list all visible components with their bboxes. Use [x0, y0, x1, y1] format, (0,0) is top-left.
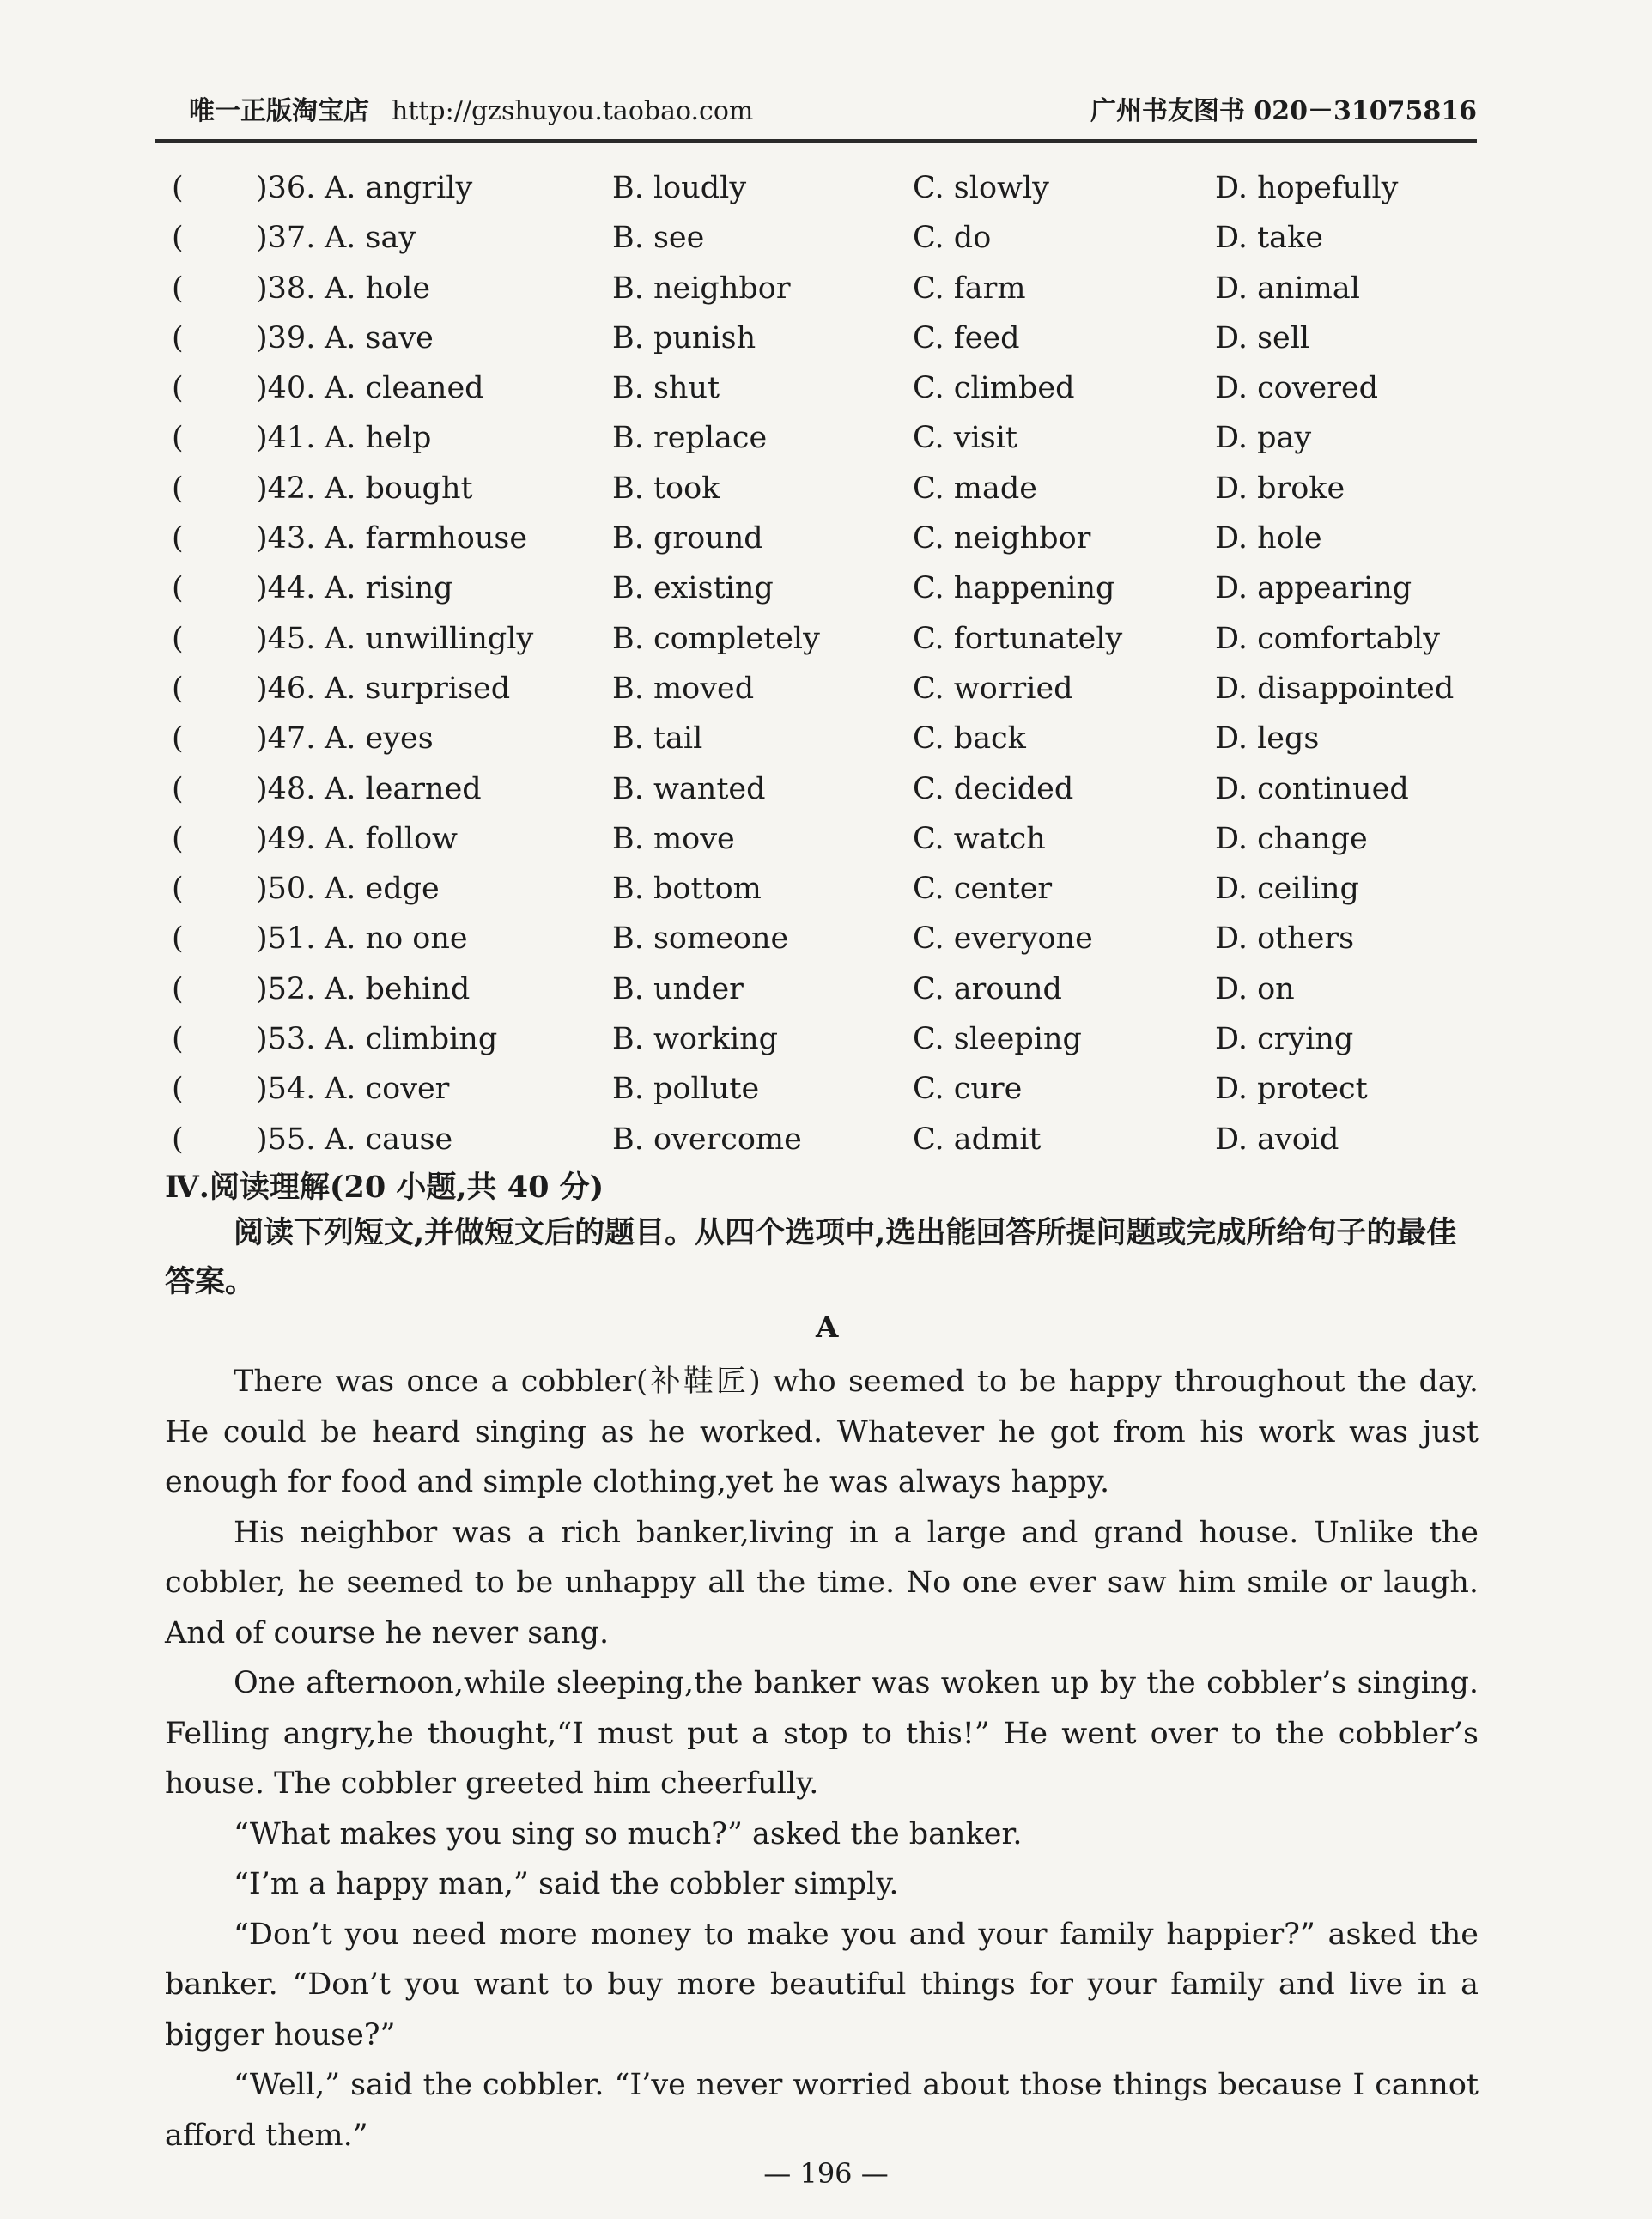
- question-number: )52.: [256, 971, 316, 1006]
- question-list: [167, 163, 1507, 1164]
- answer-paren: (: [172, 221, 184, 256]
- option-d: D. appearing: [1215, 571, 1412, 606]
- option-a: A. rising: [325, 571, 453, 606]
- header-left: [189, 89, 753, 127]
- option-a: A. unwillingly: [325, 621, 534, 656]
- option-b: B. completely: [612, 621, 820, 656]
- answer-paren: (: [172, 971, 184, 1006]
- option-c: C. sleeping: [913, 1022, 1082, 1057]
- option-a: A. bought: [325, 471, 473, 506]
- option-a: A. cause: [325, 1122, 453, 1157]
- option-c: C. climbed: [913, 371, 1075, 406]
- option-b: B. loudly: [612, 171, 747, 205]
- answer-paren: (: [172, 521, 184, 556]
- option-b: B. punish: [612, 320, 756, 356]
- option-a: A. save: [325, 320, 434, 356]
- answer-paren: (: [172, 1072, 184, 1107]
- question-row: [167, 464, 1507, 514]
- option-c: C. center: [913, 872, 1053, 907]
- option-c: C. admit: [913, 1122, 1042, 1157]
- option-b: B. ground: [612, 521, 763, 556]
- option-c: C. happening: [913, 571, 1115, 606]
- passage-paragraph: “Well,” said the cobbler. “I’ve never worried about those things because I cannot afford them.”: [165, 2068, 1479, 2153]
- question-number: )55.: [256, 1122, 316, 1157]
- answer-paren: (: [172, 471, 184, 506]
- question-number: )51.: [256, 921, 316, 957]
- question-number: )47.: [256, 721, 316, 757]
- answer-paren: (: [172, 921, 184, 957]
- option-c: C. made: [913, 471, 1037, 506]
- question-row: [167, 163, 1507, 213]
- answer-paren: (: [172, 1122, 184, 1157]
- option-a: A. learned: [325, 771, 482, 806]
- option-b: B. shut: [612, 371, 720, 406]
- option-d: D. take: [1215, 221, 1323, 256]
- page-number: — 196 —: [763, 2157, 889, 2190]
- passage-letter: A: [816, 1310, 839, 1345]
- option-b: B. existing: [612, 571, 774, 606]
- option-d: D. disappointed: [1215, 671, 1455, 706]
- option-d: D. hopefully: [1215, 171, 1399, 205]
- option-a: A. climbing: [325, 1022, 498, 1057]
- option-c: C. fortunately: [913, 621, 1123, 656]
- question-number: )50.: [256, 872, 316, 907]
- question-row: [167, 1014, 1507, 1064]
- option-c: C. slowly: [913, 171, 1049, 205]
- option-a: A. say: [325, 221, 416, 256]
- option-c: C. decided: [913, 771, 1074, 806]
- option-a: A. hole: [325, 271, 431, 306]
- question-row: [167, 964, 1507, 1014]
- section-title: Ⅳ.阅读理解(20 小题,共 40 分): [165, 1170, 604, 1205]
- question-number: )54.: [256, 1072, 316, 1107]
- option-c: C. do: [913, 221, 992, 256]
- option-a: A. edge: [325, 872, 440, 907]
- option-d: D. ceiling: [1215, 872, 1359, 907]
- option-d: D. on: [1215, 971, 1295, 1006]
- option-a: A. angrily: [325, 171, 473, 205]
- page-header: [155, 79, 1477, 143]
- answer-paren: (: [172, 371, 184, 406]
- answer-paren: (: [172, 271, 184, 306]
- question-row: [167, 363, 1507, 413]
- option-c: C. around: [913, 971, 1062, 1006]
- option-b: B. moved: [612, 671, 755, 706]
- answer-paren: (: [172, 821, 184, 856]
- option-c: C. farm: [913, 271, 1026, 306]
- option-c: C. feed: [913, 320, 1020, 356]
- passage-paragraph: His neighbor was a rich banker,living in a large and grand house. Unlike the cobbler, he seemed to be unhappy all the time. No one ever saw him smile or laugh. And of course he never sang.: [165, 1515, 1479, 1651]
- option-d: D. others: [1215, 921, 1355, 957]
- question-row: [167, 764, 1507, 814]
- option-d: D. legs: [1215, 721, 1320, 757]
- option-d: D. crying: [1215, 1022, 1354, 1057]
- shop-url: http://gzshuyou.taobao.com: [392, 96, 754, 126]
- answer-paren: (: [172, 621, 184, 656]
- question-row: [167, 213, 1507, 263]
- answer-paren: (: [172, 320, 184, 356]
- question-number: )48.: [256, 771, 316, 806]
- question-number: )41.: [256, 421, 316, 456]
- answer-paren: (: [172, 571, 184, 606]
- option-d: D. hole: [1215, 521, 1322, 556]
- passage-paragraph: One afternoon,while sleeping,the banker was woken up by the cobbler’s singing. Felling angry,he thought,“I must put a stop to this!” He went over to the cobbler’s house. The cobbler greeted him cheerfully.: [165, 1666, 1479, 1801]
- option-b: B. bottom: [612, 872, 762, 907]
- question-number: )37.: [256, 221, 316, 256]
- option-b: B. wanted: [612, 771, 766, 806]
- option-b: B. see: [612, 221, 705, 256]
- option-d: D. pay: [1215, 421, 1312, 456]
- question-number: )40.: [256, 371, 316, 406]
- option-d: D. continued: [1215, 771, 1409, 806]
- option-b: B. someone: [612, 921, 789, 957]
- option-d: D. covered: [1215, 371, 1379, 406]
- option-a: A. no one: [325, 921, 468, 957]
- answer-paren: (: [172, 171, 184, 205]
- option-a: A. surprised: [325, 671, 511, 706]
- option-c: C. worried: [913, 671, 1073, 706]
- section-instruction: 阅读下列短文,并做短文后的题目。从四个选项中,选出能回答所提问题或完成所给句子的最佳答案。: [165, 1215, 1457, 1299]
- question-row: [167, 264, 1507, 313]
- question-row: [167, 864, 1507, 914]
- answer-paren: (: [172, 671, 184, 706]
- question-row: [167, 714, 1507, 763]
- answer-paren: (: [172, 1022, 184, 1057]
- option-c: C. cure: [913, 1072, 1023, 1107]
- option-a: A. cleaned: [325, 371, 484, 406]
- option-d: D. comfortably: [1215, 621, 1440, 656]
- option-d: D. change: [1215, 821, 1368, 856]
- passage-paragraph: “What makes you sing so much?” asked the banker.: [234, 1816, 1023, 1851]
- option-d: D. protect: [1215, 1072, 1368, 1107]
- option-b: B. took: [612, 471, 720, 506]
- question-number: )46.: [256, 671, 316, 706]
- option-b: B. overcome: [612, 1122, 802, 1157]
- question-number: )53.: [256, 1022, 316, 1057]
- option-b: B. under: [612, 971, 744, 1006]
- option-b: B. working: [612, 1022, 779, 1057]
- question-row: [167, 563, 1507, 613]
- answer-paren: (: [172, 872, 184, 907]
- option-c: C. back: [913, 721, 1026, 757]
- question-row: [167, 1064, 1507, 1114]
- option-a: A. behind: [325, 971, 471, 1006]
- question-row: [167, 914, 1507, 964]
- answer-paren: (: [172, 421, 184, 456]
- option-b: B. replace: [612, 421, 768, 456]
- question-row: [167, 664, 1507, 714]
- question-row: [167, 313, 1507, 363]
- question-row: [167, 814, 1507, 864]
- question-row: [167, 614, 1507, 664]
- question-number: )44.: [256, 571, 316, 606]
- option-b: B. neighbor: [612, 271, 791, 306]
- option-d: D. sell: [1215, 320, 1310, 356]
- question-number: )49.: [256, 821, 316, 856]
- option-c: C. neighbor: [913, 521, 1091, 556]
- question-number: )45.: [256, 621, 316, 656]
- option-a: A. follow: [325, 821, 458, 856]
- option-a: A. eyes: [325, 721, 434, 757]
- option-c: C. watch: [913, 821, 1046, 856]
- answer-paren: (: [172, 771, 184, 806]
- option-a: A. cover: [325, 1072, 450, 1107]
- shop-name: 唯一正版淘宝店: [189, 96, 369, 126]
- option-d: D. broke: [1215, 471, 1345, 506]
- question-number: )39.: [256, 320, 316, 356]
- passage-paragraph: “I’m a happy man,” said the cobbler simply.: [234, 1867, 899, 1901]
- option-c: C. visit: [913, 421, 1017, 456]
- question-number: )43.: [256, 521, 316, 556]
- option-c: C. everyone: [913, 921, 1093, 957]
- question-number: )38.: [256, 271, 316, 306]
- question-row: [167, 514, 1507, 563]
- option-d: D. avoid: [1215, 1122, 1339, 1157]
- question-number: )42.: [256, 471, 316, 506]
- passage-paragraph: “Don’t you need more money to make you and your family happier?” asked the banker. “Don’t you want to buy more beautiful things for your family and live in a bigger house?”: [165, 1917, 1479, 2052]
- passage-text: [165, 1357, 1479, 2161]
- option-a: A. help: [325, 421, 432, 456]
- question-row: [167, 1115, 1507, 1164]
- publisher-contact: 广州书友图书 020－31075816: [1090, 96, 1477, 126]
- option-a: A. farmhouse: [325, 521, 528, 556]
- option-b: B. tail: [612, 721, 703, 757]
- passage-paragraph: There was once a cobbler(补鞋匠) who seemed to be happy throughout the day. He could be heard singing as he worked. Whatever he got from his work was just enough for food and simple clothing,yet he was always happy.: [165, 1365, 1479, 1499]
- option-d: D. animal: [1215, 271, 1360, 306]
- answer-paren: (: [172, 721, 184, 757]
- option-b: B. move: [612, 821, 735, 856]
- option-b: B. pollute: [612, 1072, 760, 1107]
- question-row: [167, 413, 1507, 463]
- question-number: )36.: [256, 171, 316, 205]
